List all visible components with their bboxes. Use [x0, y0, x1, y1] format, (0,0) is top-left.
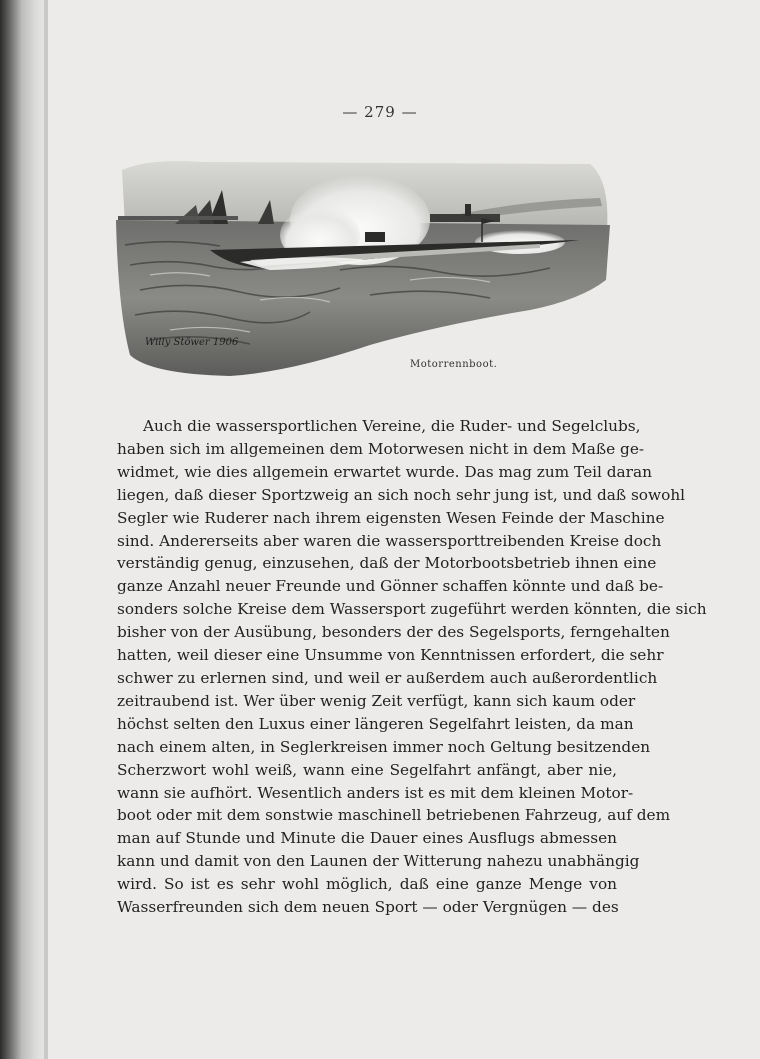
text-line: verständig genug, einzusehen, daß der Motorbootsbetrieb ihnen eine — [117, 554, 657, 573]
text-line: kann und damit von den Launen der Witterung nahezu unabhängig — [117, 852, 640, 871]
text-line: wird. So ist es sehr wohl möglich, daß eine ganze Menge von — [117, 875, 617, 894]
text-line: Segler wie Ruderer nach ihrem eigensten Wesen Feinde der Maschine — [117, 508, 665, 527]
text-line: haben sich im allgemeinen dem Motorwesen nicht in dem Maße ge- — [117, 439, 645, 458]
text-line: man auf Stunde und Minute die Dauer eines Ausflugs abmessen — [117, 829, 617, 848]
text-line: Scherzwort wohl weiß, wann eine Segelfahrt anfängt, aber nie, — [117, 760, 617, 779]
text-line: liegen, daß dieser Sportzweig an sich noch sehr jung ist, und daß sowohl — [117, 485, 686, 504]
book-gutter — [0, 0, 46, 1059]
body-paragraph — [117, 415, 707, 919]
text-line: widmet, wie dies allgemein erwartet wurde. Das mag zum Teil daran — [117, 462, 652, 481]
text-line: wann sie aufhört. Wesentlich anders ist es mit dem kleinen Motor- — [117, 783, 634, 802]
figure-caption: Motorrennboot. — [410, 359, 498, 370]
signature-text: Willy Stöwer 1906 — [145, 337, 239, 348]
text-line: nach einem alten, in Seglerkreisen immer noch Geltung besitzenden — [117, 737, 651, 756]
text-line: sind. Andererseits aber waren die wassersporttreibenden Kreise doch — [117, 531, 662, 550]
page-number: — 279 — — [342, 103, 418, 121]
motorboat-illustration — [110, 150, 615, 380]
text-line: ganze Anzahl neuer Freunde und Gönner schaffen könnte und daß be- — [117, 577, 664, 596]
text-line: höchst selten den Luxus einer längeren Segelfahrt leisten, da man — [117, 714, 634, 733]
text-line: zeitraubend ist. Wer über wenig Zeit verfügt, kann sich kaum oder — [117, 691, 636, 710]
text-line: hatten, weil dieser eine Unsumme von Kenntnissen erfordert, die sehr — [117, 646, 664, 665]
text-line: bisher von der Ausübung, besonders der des Segelsports, ferngehalten — [117, 623, 670, 642]
text-line: Wasserfreunden sich dem neuen Sport — oder Vergnügen — des — [117, 898, 619, 917]
text-line: boot oder mit dem sonstwie maschinell betriebenen Fahrzeug, auf dem — [117, 806, 671, 825]
text-line: Auch die wassersportlichen Vereine, die Ruder- und Segelclubs, — [143, 417, 641, 435]
text-line: schwer zu erlernen sind, und weil er außerdem auch außerordentlich — [117, 668, 658, 687]
text-line: sonders solche Kreise dem Wassersport zugeführt werden könnten, die sich — [117, 600, 707, 619]
